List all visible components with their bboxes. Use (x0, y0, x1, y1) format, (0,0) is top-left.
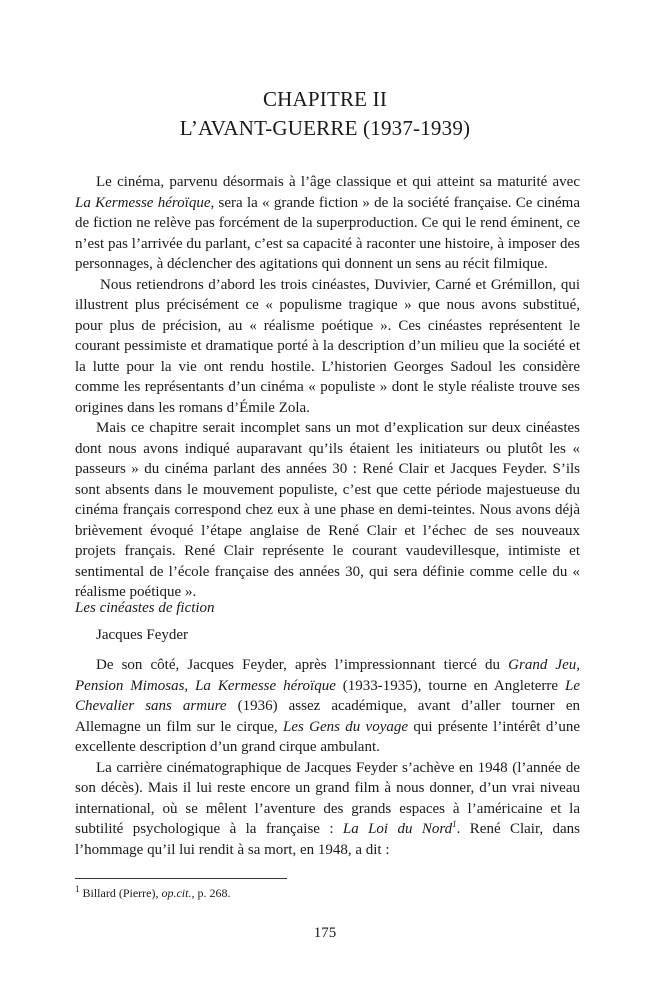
feyder-text (75, 655, 580, 860)
footnote-mark: 1 (75, 884, 80, 894)
paragraph: La carrière cinématographique de Jacques Feyder s’achève en 1948 (l’année de son décès). Mais il lui reste encore un grand film à nous donner, d’un vrai niveau international, où se mêlent l’aventure des grands espaces à l’américaine et la subtilité psychologique à la française : La Loi du Nord$^1$. René Clair, dans l’hommage qu’il lui rendit à sa mort, en 1948, a dit : (75, 759, 580, 858)
page-number: 175 (313, 925, 337, 941)
intro-text (75, 172, 580, 603)
footnote-divider (75, 878, 287, 879)
chapter-title: L’AVANT-GUERRE (1937-1939) (179, 116, 471, 140)
paragraph: Le cinéma, parvenu désormais à l’âge classique et qui atteint sa maturité avec La Kermesse héroïque, sera la « grande fiction » de la société française. Ce cinéma de fiction ne relève pas forcément de la superproduction. Ce qui le rend éminent, ce n’est pas l’arrivée du parlant, c’est sa capacité à raconter une histoire, à imposer des personnages, à déclencher des agitations qui donnent un sens au récit filmique. (75, 174, 580, 272)
chapter-number: CHAPITRE II (262, 87, 388, 111)
paragraph: Mais ce chapitre serait incomplet sans un mot d’explication sur deux cinéastes dont nous avons indiqué auparavant qu’ils étaient les initiateurs ou plutôt les « passeurs » du cinéma parlant des années 30 : René Clair et Jacques Feyder. S’ils sont absents dans le mouvement populiste, c’est que cette période majestueuse du cinéma français correspond chez eux à une phase en demi-teintes. Nous avons déjà brièvement évoqué l’étape anglaise de René Clair et l’échec de ses nouveaux projets français. René Clair représente le courant vaudevillesque, intimiste et sentimental de l’école française des années 30, qui sera définie comme celle du « réalisme poétique ». (75, 420, 580, 600)
paragraph: De son côté, Jacques Feyder, après l’impressionnant tiercé du Grand Jeu, Pension Mimosas, La Kermesse héroïque (1933-1935), tourne en Angleterre Le Chevalier sans armure (1936) assez académique, avant d’aller tourner en Allemagne un film sur le cirque, Les Gens du voyage qui présente l’intérêt d’une excellente description d’un grand cirque ambulant. (75, 657, 581, 755)
section-heading: Les cinéastes de fiction (75, 600, 215, 616)
section-subject: Jacques Feyder (96, 627, 189, 643)
footnote: $^1$ Billard (Pierre), op.cit., p. 268. (75, 884, 231, 900)
footnote-ref: 1 (452, 819, 457, 829)
paragraph: Nous retiendrons d’abord les trois cinéastes, Duvivier, Carné et Grémillon, qui illustrent plus précisément ce « populisme tragique » que nous avons substitué, pour plus de précision, au « réalisme poétique ». Ces cinéastes représentent le courant pessimiste et dramatique porté à la description d’un milieu que la société et la lutte pour la vie ont rendu hostile. L’historien Georges Sadoul les considère comme les représentants d’un cinéma « populiste » dont le style réaliste trouve ses origines dans les romans d’Émile Zola. (75, 276, 580, 416)
